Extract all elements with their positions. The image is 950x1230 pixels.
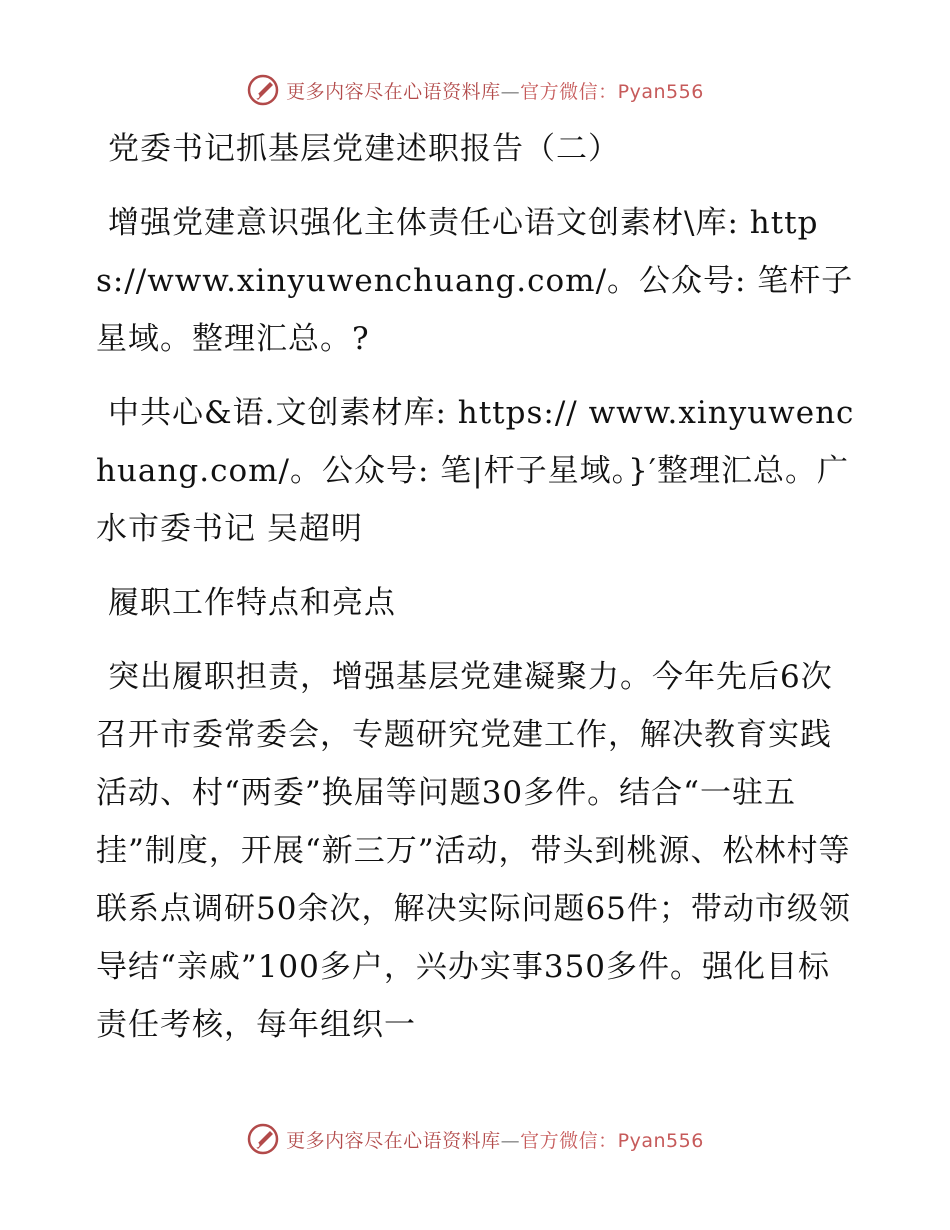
section-heading: 履职工作特点和亮点 <box>108 585 396 621</box>
paragraph-2: 中共心&语.文创素材库: https:// www.xinyuwenchuang.com/。公众号: 笔|杆子星域。}′整理汇总。广水市委书记 吴超明 <box>96 395 855 547</box>
paragraph-3: 突出履职担责，增强基层党建凝聚力。今年先后6次召开市委常委会，专题研究党建工作，解决教育实践活动、村“两委”换届等问题30多件。结合“一驻五挂”制度，开展“新三万”活动，带头到桃源、松林村等联系点调研50余次，解决实际问题65件；带动市级领导结“亲戚”100多户，兴办实事350多件。强化目标责任考核，每年组织一 <box>96 659 851 1043</box>
footer-banner-wechat: 官方微信：Pyan556 <box>520 1129 704 1152</box>
header-banner-text <box>286 77 704 104</box>
header-banner-wechat: 官方微信：Pyan556 <box>520 80 704 103</box>
brand-logo-icon <box>246 1122 280 1156</box>
header-banner <box>0 70 950 110</box>
brand-logo-icon <box>246 73 280 107</box>
paragraph-1: 增强党建意识强化主体责任心语文创素材\库: https://www.xinyuwenchuang.com/。公众号: 笔杆子星域。整理汇总。? <box>96 205 854 357</box>
footer-banner-dash: — <box>500 1129 521 1152</box>
document-title: 党委书记抓基层党建述职报告（二） <box>108 131 620 167</box>
footer-banner-text <box>286 1126 704 1153</box>
header-banner-main: 更多内容尽在心语资料库 <box>286 80 501 103</box>
header-banner-dash: — <box>500 80 521 103</box>
document-body <box>96 120 856 1054</box>
footer-banner <box>0 1119 950 1159</box>
footer-banner-main: 更多内容尽在心语资料库 <box>286 1129 501 1152</box>
